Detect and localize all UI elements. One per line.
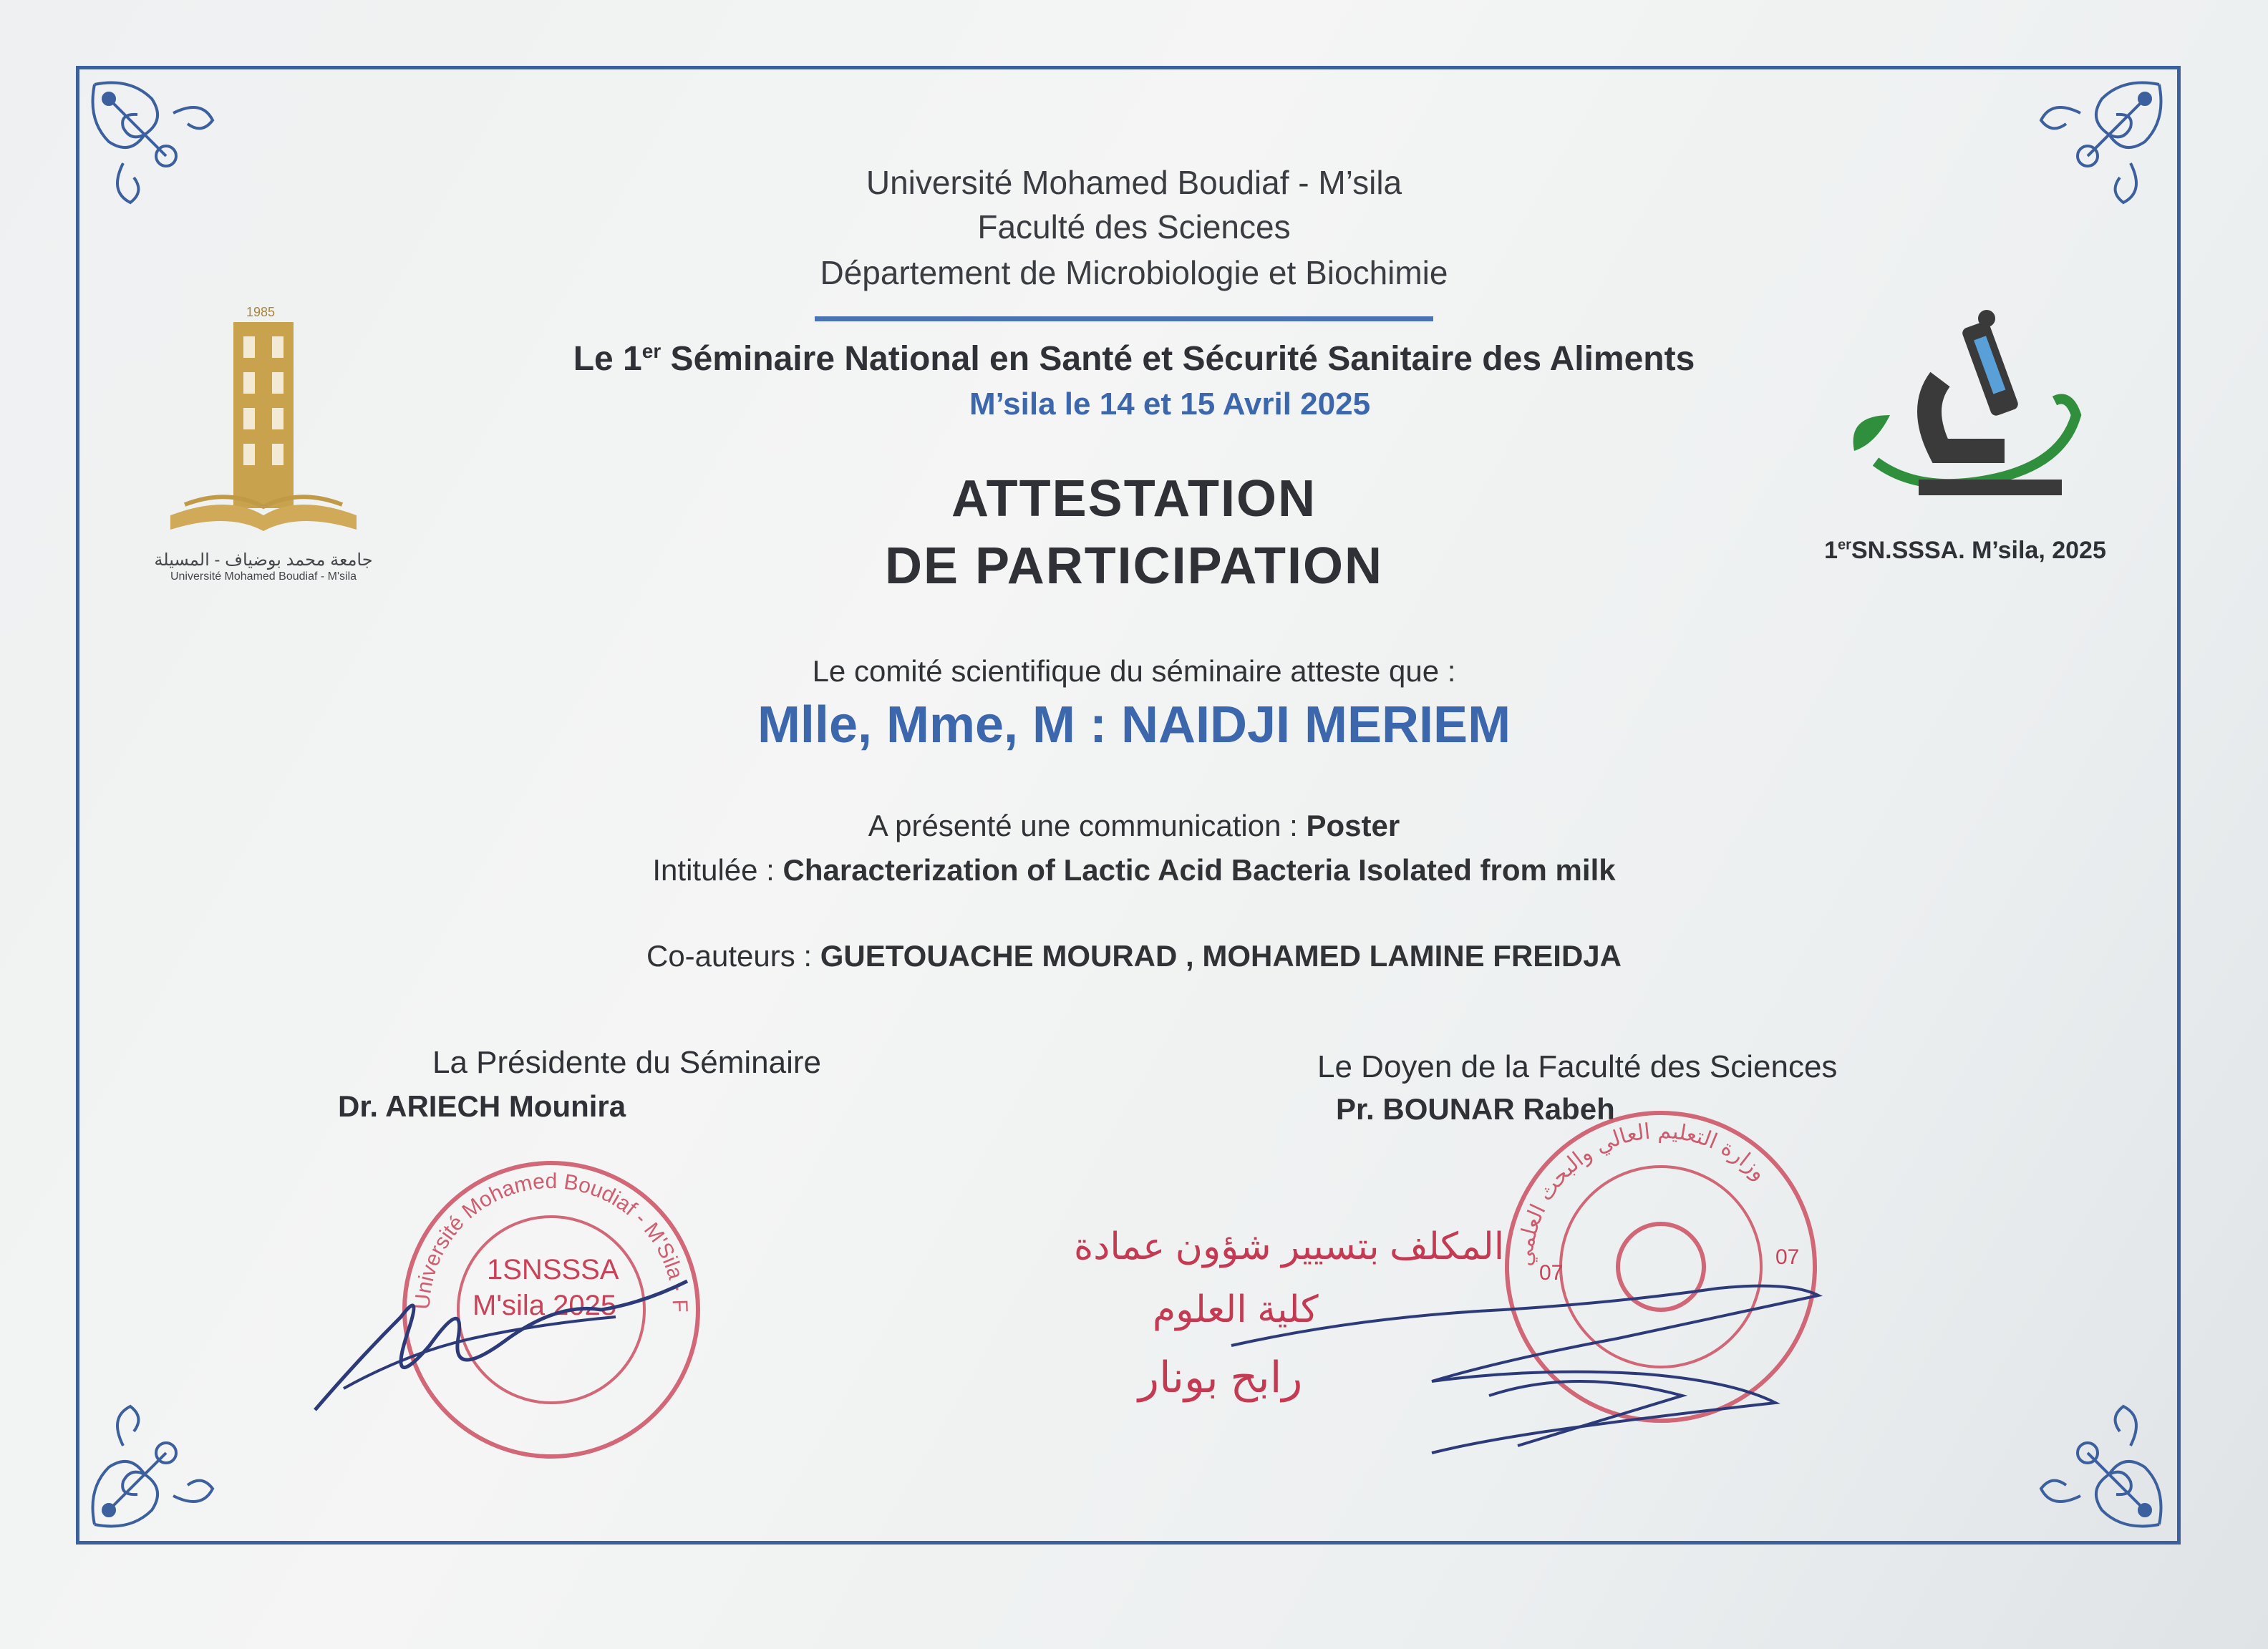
- left-stamp-center-line1: 1SNSSSA: [487, 1254, 619, 1285]
- arabic-name-line: رابح بونار: [1138, 1353, 1303, 1401]
- arabic-title-line1: المكلف بتسيير شؤون عمادة: [1074, 1226, 1505, 1268]
- left-handwritten-signature: [301, 1231, 702, 1431]
- right-signatory-role: Le Doyen de la Faculté des Sciences: [1317, 1049, 1838, 1084]
- left-signatory-name: Dr. ARIECH Mounira: [338, 1089, 626, 1123]
- university-logo: [142, 301, 385, 573]
- header-divider: [815, 316, 1433, 321]
- seminar-logo-caption: 1erSN.SSSA. M’sila, 2025: [1824, 537, 2106, 564]
- faculty-name: Faculté des Sciences: [977, 208, 1291, 245]
- intro-text: Le comité scientifique du séminaire atteste que :: [812, 654, 1456, 688]
- recipient-name: Mlle, Mme, M : NAIDJI MERIEM: [757, 696, 1511, 754]
- arabic-title-line2: كلية العلوم: [1153, 1289, 1319, 1331]
- seminar-date: M’sila le 14 et 15 Avril 2025: [969, 386, 1371, 422]
- right-stamp-number-right: 07: [1775, 1245, 1800, 1269]
- paper-title-line: Intitulée : Characterization of Lactic Acid Bacteria Isolated from milk: [652, 853, 1616, 887]
- right-signatory-name: Pr. BOUNAR Rabeh: [1336, 1092, 1615, 1126]
- communication-line: A présenté une communication : Poster: [868, 809, 1400, 842]
- attestation-title-line2: DE PARTICIPATION: [885, 537, 1383, 595]
- left-signatory-role: La Présidente du Séminaire: [432, 1045, 821, 1080]
- attestation-title-line1: ATTESTATION: [951, 470, 1317, 527]
- right-stamp-number-left: 07: [1539, 1261, 1564, 1285]
- right-stamp-ring-text: وزارة التعليم العالي والبحث العلمي: [1512, 1118, 1772, 1268]
- coauthors-line: Co-auteurs : GUETOUACHE MOURAD , MOHAMED LAMINE FREIDJA: [646, 939, 1622, 973]
- seminar-title: Le 1er Séminaire National en Santé et Sécurité Sanitaire des Aliments: [573, 340, 1695, 378]
- university-logo-year: 1985: [246, 305, 276, 319]
- university-logo-caption: جامعة محمد بوضياف - المسيلة Université Mohamed Boudiaf - M'sila: [154, 550, 373, 583]
- svg-text:وزارة التعليم العالي والبحث ال: [1513, 1119, 1772, 1268]
- left-stamp-center-line2: M'sila 2025: [472, 1290, 617, 1321]
- corner-ornament-bottom-left: [80, 1396, 223, 1539]
- university-name: Université Mohamed Boudiaf - M’sila: [866, 164, 1402, 201]
- department-name: Département de Microbiologie et Biochimie: [820, 254, 1448, 291]
- right-handwritten-signature: [1217, 1260, 1833, 1474]
- corner-ornament-bottom-right: [2030, 1396, 2174, 1539]
- left-stamp-ring-text: Université Mohamed Boudiaf - M'Sila · F: [410, 1169, 692, 1313]
